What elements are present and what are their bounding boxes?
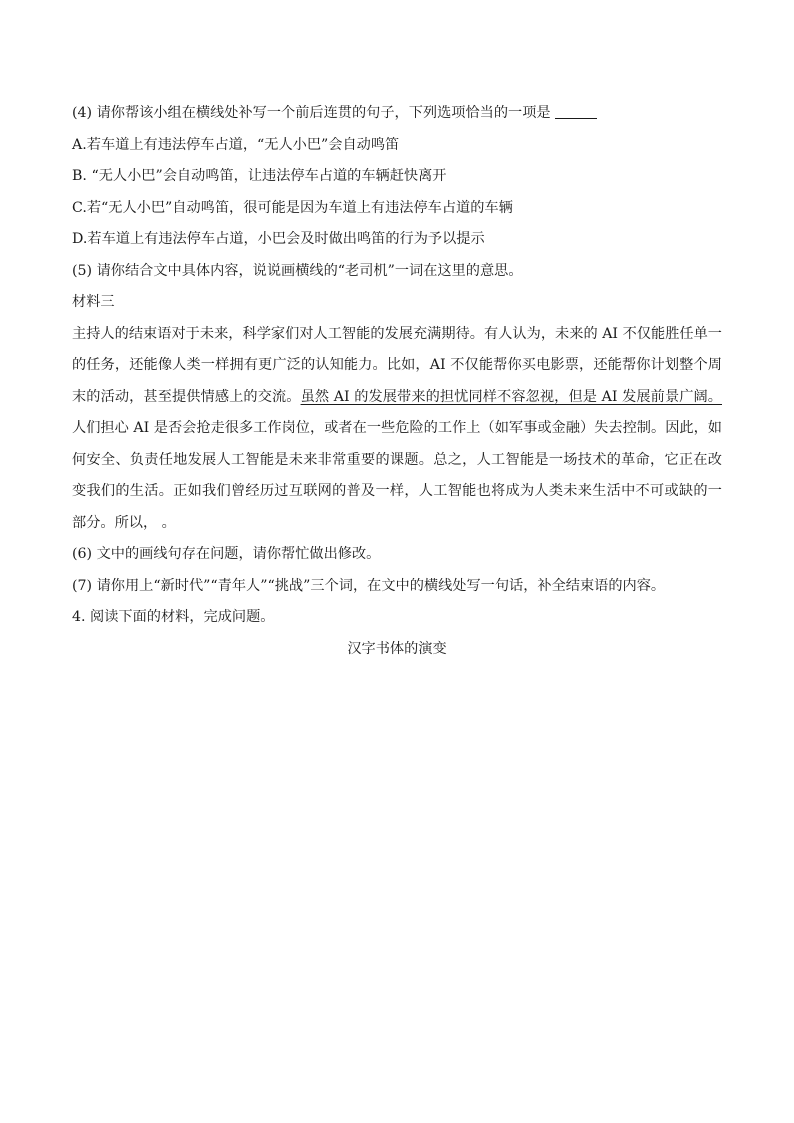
- option-b: B. “无人小巴”会自动鸣笛，让违法停车占道的车辆赶快离开: [72, 168, 447, 184]
- section-title: 汉字书体的演变: [347, 640, 447, 657]
- question-5-prompt: (5) 请你结合文中具体内容，说说画横线的“老司机”一词在这里的意思。: [72, 262, 523, 279]
- question-6-prompt: (6) 文中的画线句存在问题，请你帮忙做出修改。: [72, 546, 381, 562]
- material-3-text-before: 主持人的结束语对于未来，科学家们对人工智能的发展充满期待。有人认为，未来的 AI 不仅能胜任单一的任务，还能像人类一样拥有更广泛的认知能力。比如，AI 不仅能帮你买电影票，还能帮你计划整个周末的活动，甚至提供情感上的交流。: [72, 325, 722, 405]
- question-7-prompt: (7) 请你用上“新时代”“青年人”“挑战”三个词，在文中的横线处写一句话，补全结束语的内容。: [72, 577, 666, 594]
- material-3-text-after: 人们担心 AI 是否会抢走很多工作岗位，或者在一些危险的工作上（如军事或金融）失去控制。因此，如何安全、负责任地发展人工智能是未来非常重要的课题。总之，人工智能是一场技术的革命，它正在改变我们的生活。正如我们曾经历过互联网的普及一样，人工智能也将成为人类未来生活中不可或缺的一部分。所以， 。: [72, 420, 722, 531]
- option-a: A.若车道上有违法停车占道，“无人小巴”会自动鸣笛: [72, 136, 400, 153]
- question-4-text: (4) 请你帮该小组在横线处补写一个前后连贯的句子，下列选项恰当的一项是: [72, 105, 551, 121]
- answer-blank: [555, 104, 597, 119]
- option-d: D.若车道上有违法停车占道，小巴会及时做出鸣笛的行为予以提示: [72, 231, 485, 247]
- option-c: C.若“无人小巴”自动鸣笛，很可能是因为车道上有违法停车占道的车辆: [72, 199, 513, 216]
- underlined-sentence: 虽然 AI 的发展带来的担忧同样不容忽视，但是 AI 发展前景广阔。: [300, 388, 722, 405]
- material-3-heading: 材料三: [72, 294, 115, 310]
- question-4-prompt: [72, 98, 722, 130]
- document-page: [72, 98, 722, 665]
- question-reading-prompt: 4. 阅读下面的材料，完成问题。: [72, 609, 275, 625]
- material-3-body: [72, 319, 722, 540]
